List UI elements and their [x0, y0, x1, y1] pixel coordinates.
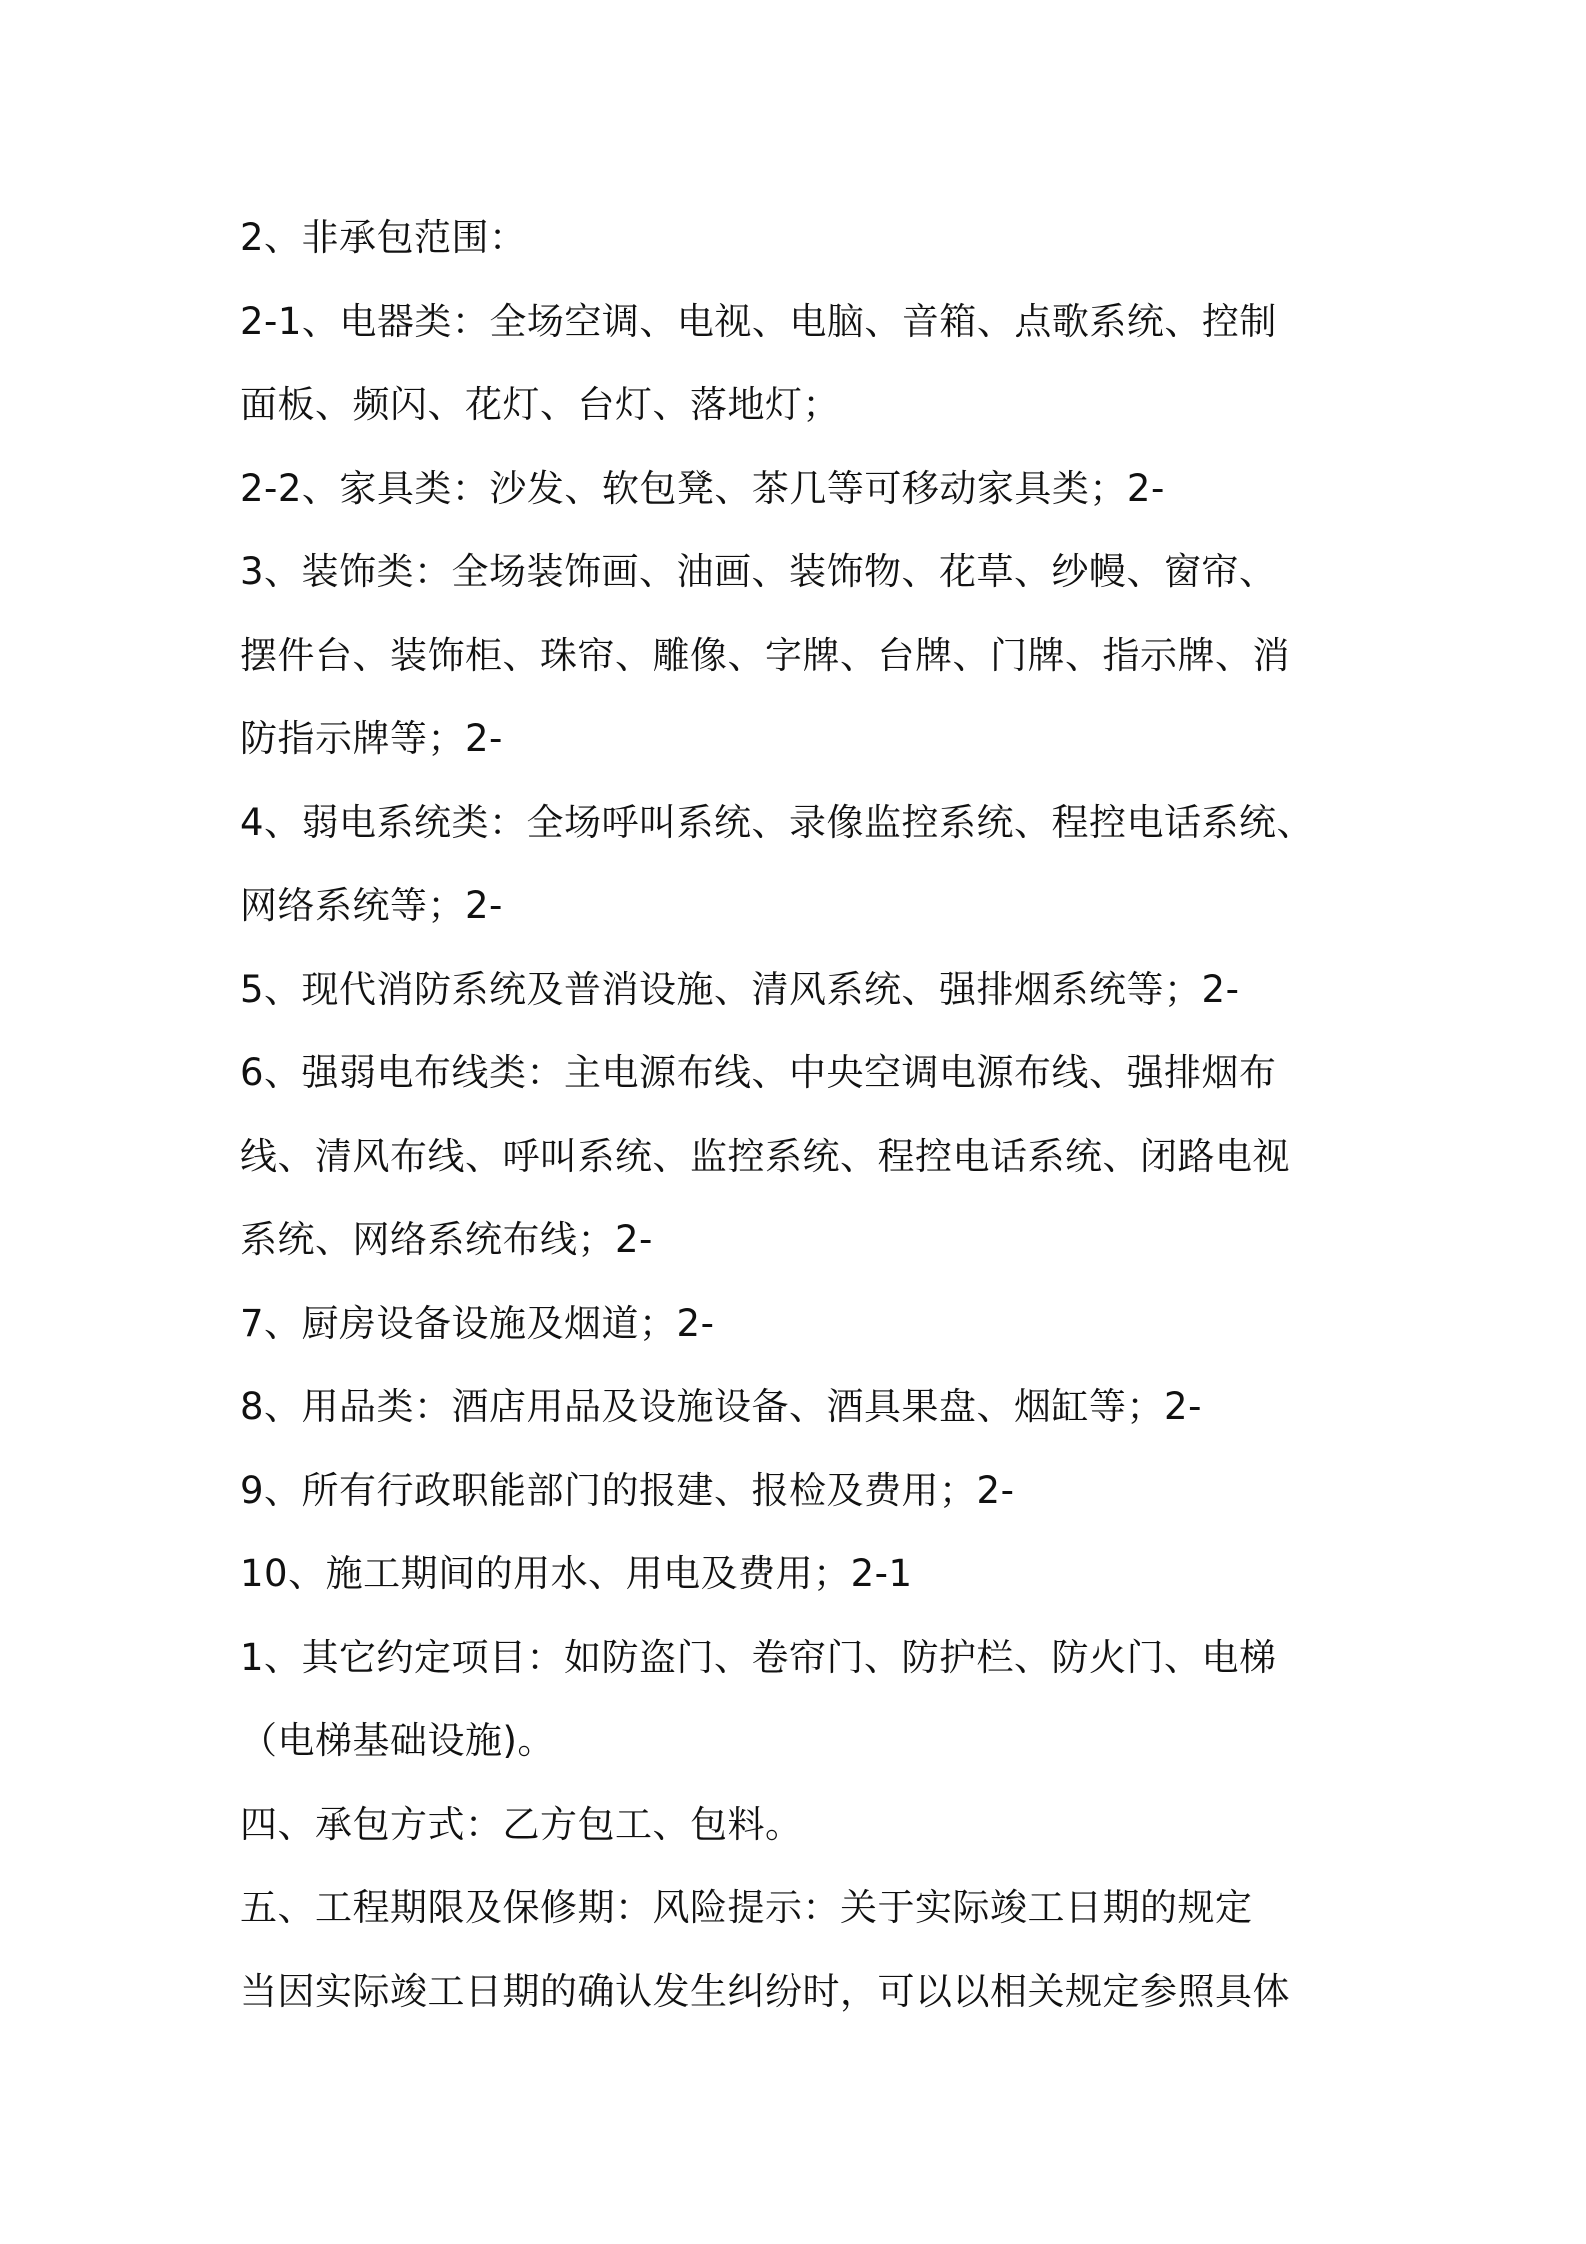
text-line: 7、厨房设备设施及烟道；2-	[240, 1301, 715, 1345]
text-line: 6、强弱电布线类：主电源布线、中央空调电源布线、强排烟布	[240, 1051, 1277, 1094]
text-line: 10、施工期间的用水、用电及费用；2-1	[240, 1552, 913, 1595]
document-body	[240, 196, 1390, 2033]
text-line: （电梯基础设施)。	[240, 1719, 555, 1762]
text-line: 5、现代消防系统及普消设施、清风系统、强排烟系统等；2-	[240, 967, 1240, 1011]
text-line: 2-1、电器类：全场空调、电视、电脑、音箱、点歌系统、控制	[240, 299, 1277, 343]
text-line: 9、所有行政职能部门的报建、报检及费用；2-	[240, 1468, 1015, 1512]
text-line: 1、其它约定项目：如防盗门、卷帘门、防护栏、防火门、电梯	[240, 1635, 1277, 1679]
text-line: 2-2、家具类：沙发、软包凳、茶几等可移动家具类；2-	[240, 466, 1165, 510]
text-line: 面板、频闪、花灯、台灯、落地灯；	[240, 383, 840, 426]
text-line: 线、清风布线、呼叫系统、监控系统、程控电话系统、闭路电视	[240, 1134, 1290, 1178]
text-line: 防指示牌等；2-	[240, 717, 503, 760]
text-line: 当因实际竣工日期的确认发生纠纷时，可以以相关规定参照具体	[240, 1969, 1290, 2013]
text-line: 四、承包方式：乙方包工、包料。	[240, 1802, 803, 1846]
text-line: 系统、网络系统布线；2-	[240, 1218, 653, 1261]
text-line: 8、用品类：酒店用品及设施设备、酒具果盘、烟缸等；2-	[240, 1385, 1202, 1428]
text-line: 3、装饰类：全场装饰画、油画、装饰物、花草、纱幔、窗帘、	[240, 550, 1277, 593]
text-line: 4、弱电系统类：全场呼叫系统、录像监控系统、程控电话系统、	[240, 800, 1315, 844]
text-line: 2、非承包范围：	[240, 216, 527, 259]
text-line: 摆件台、装饰柜、珠帘、雕像、字牌、台牌、门牌、指示牌、消	[240, 633, 1290, 677]
text-line: 五、工程期限及保修期：风险提示：关于实际竣工日期的规定	[240, 1886, 1253, 1929]
text-line: 网络系统等；2-	[240, 884, 503, 927]
